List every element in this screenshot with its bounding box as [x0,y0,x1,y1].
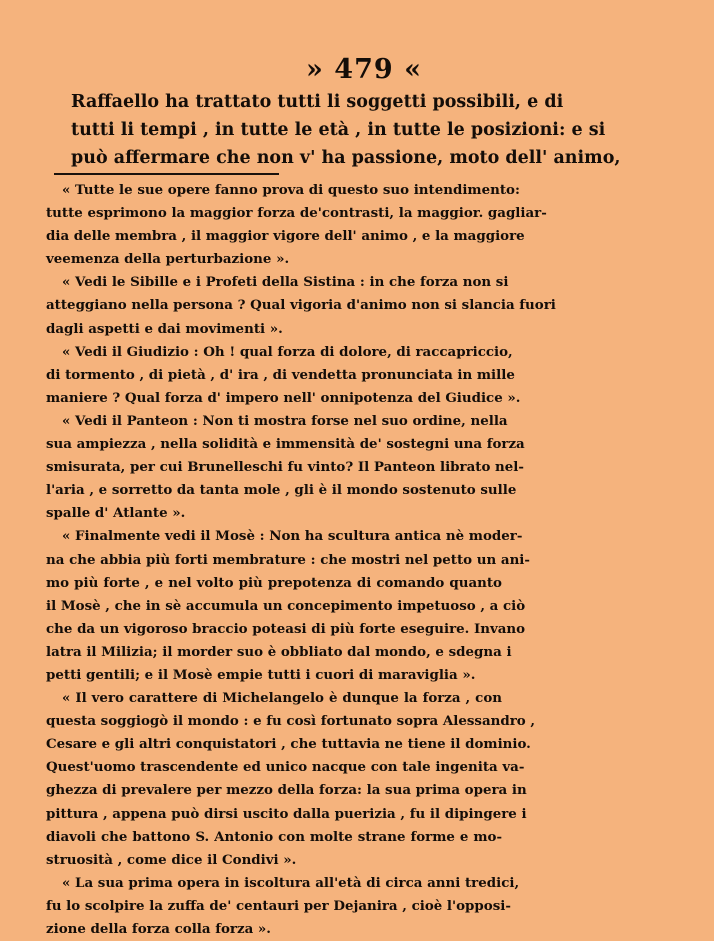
footnote-line: « Vedi il Giudizio : Oh ! qual forza di dolore, di raccapriccio, [62,343,513,360]
footnote-line: na che abbia più forti membrature : che mostri nel petto un ani- [46,551,530,568]
footnote-line: Quest'uomo trascendente ed unico nacque con tale ingenita va- [46,759,525,776]
main-text-line: può affermare che non v' ha passione, moto dell' animo, [71,148,621,168]
footnote-line: mo più forte , e nel volto più prepotenza di comando quanto [46,574,502,591]
footnote-line: fu lo scolpire la zuffa de' centauri per Dejanira , cioè l'opposi- [46,897,511,914]
footnote-line: l'aria , e sorretto da tanta mole , gli è il mondo sostenuto sulle [46,482,517,499]
footnote-line: atteggiano nella persona ? Qual vigoria d'animo non si slancia fuori [46,297,556,314]
footnote-line: dia delle membra , il maggior vigore dell' animo , e la maggiore [46,228,525,245]
footnote-line: diavoli che battono S. Antonio con molte strane forme e mo- [46,828,502,845]
footnote-line: « Il vero carattere di Michelangelo è dunque la forza , con [62,690,502,707]
footnote-line: smisurata, per cui Brunelleschi fu vinto? Il Panteon librato nel- [46,459,524,476]
footnote-line: ghezza di prevalere per mezzo della forza: la sua prima opera in [46,782,527,799]
footnote-line: spalle d' Atlante ». [46,505,186,522]
main-text-line: Raffaello ha trattato tutti li soggetti possibili, e di [71,92,564,112]
footnote-line: zione della forza colla forza ». [46,921,271,937]
footnote-paragraph [46,341,521,410]
footnote-line: « Finalmente vedi il Mosè : Non ha scultura antica nè moder- [62,528,523,545]
footnote-paragraph [46,525,530,687]
main-text [71,88,621,172]
footnote-line: sua ampiezza , nella solidità e immensità de' sostegni una forza [46,436,525,453]
footnote-paragraph [46,271,556,340]
footnote-line: petti gentili; e il Mosè empie tutti i cuori di maraviglia ». [46,666,476,683]
footnote-line: Cesare e gli altri conquistatori , che tuttavia ne tiene il dominio. [46,736,531,753]
footnote-line: questa soggiogò il mondo : e fu così fortunato sopra Alessandro , [46,713,536,730]
footnote-paragraph [46,410,525,525]
footnote-line: « La sua prima opera in iscoltura all'età di circa anni tredici, [62,874,520,891]
footnote-line: dagli aspetti e dai movimenti ». [46,320,283,337]
footnote-line: « Tutte le sue opere fanno prova di questo suo intendimento: [62,182,520,198]
footnote-line: « Vedi le Sibille e i Profeti della Sistina : in che forza non si [62,274,509,291]
footnote-line: « Vedi il Panteon : Non ti mostra forse nel suo ordine, nella [62,412,508,429]
main-text-line: tutti li tempi , in tutte le età , in tutte le posizioni: e si [71,120,606,140]
footnote-line: latra il Milizia; il morder suo è obbliato dal mondo, e sdegna i [46,643,512,660]
footnote-paragraph [46,872,520,941]
footnote-paragraph [46,687,536,872]
footnote-line: di tormento , di pietà , d' ira , di vendetta pronunciata in mille [46,366,515,383]
footnote-line: veemenza della perturbazione ». [46,251,290,268]
footnote-line: maniere ? Qual forza d' impero nell' onnipotenza del Giudice ». [46,389,521,406]
footnote-line: tutte esprimono la maggior forza de'contrasti, la maggior. gagliar- [46,205,547,222]
footnotes [46,179,556,941]
footnote-line: che da un vigoroso braccio poteasi di più forte eseguire. Invano [46,620,526,637]
footnote-line: pittura , appena può dirsi uscito dalla puerizia , fu il dipingere i [46,805,527,822]
footnote-line: il Mosè , che in sè accumula un concepimento impetuoso , a ciò [46,597,526,614]
footnote-separator [54,173,279,175]
footnote-line: struosità , come dice il Condivi ». [46,851,297,868]
page-number: » 479 « [306,54,422,85]
footnote-paragraph [46,179,547,271]
